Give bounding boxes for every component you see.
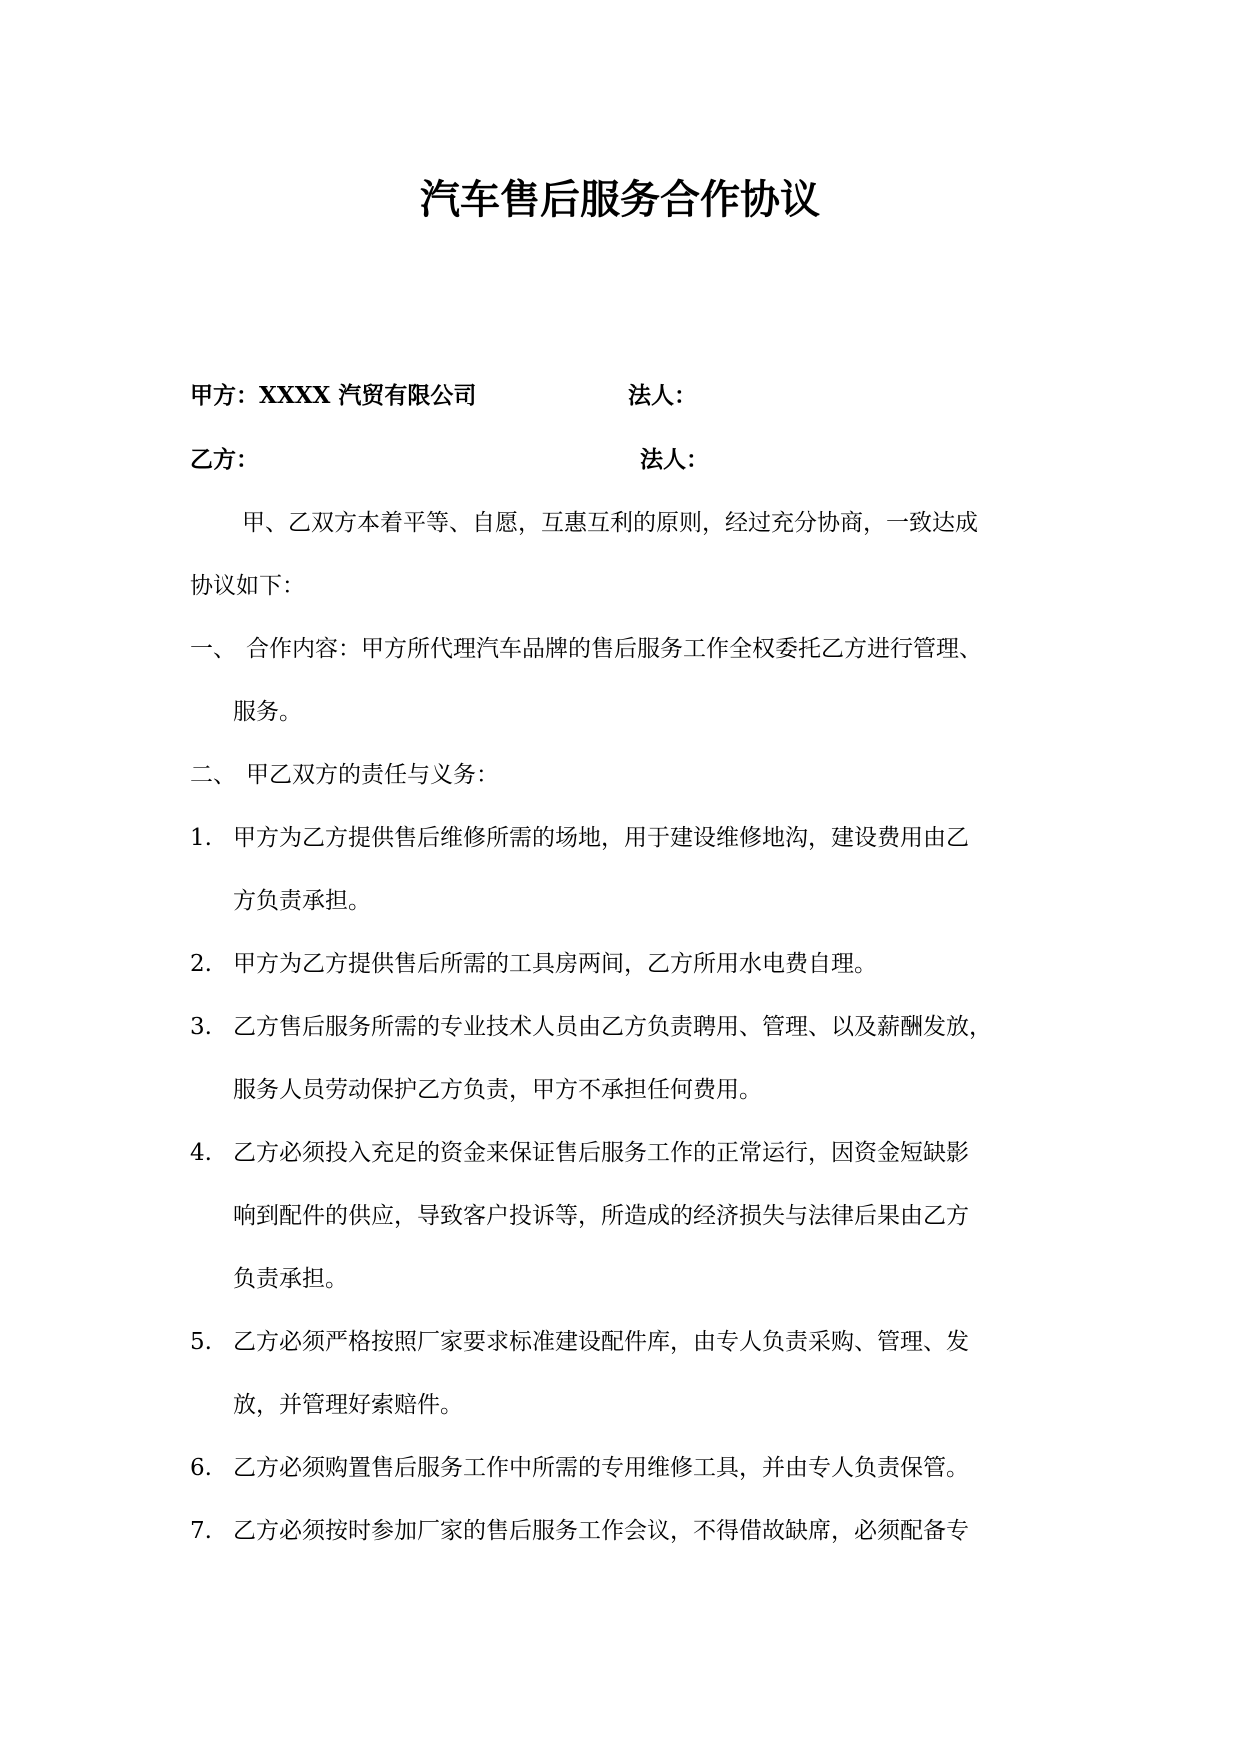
section-1-line-2: 服务。 (233, 699, 302, 725)
party-a-label: 甲方：XXXX 汽贸有限公司 (190, 382, 477, 409)
item-4-line-1: 乙方必须投入充足的资金来保证售后服务工作的正常运行，因资金短缺影 (233, 1140, 969, 1166)
item-2-line-1: 甲方为乙方提供售后所需的工具房两间，乙方所用水电费自理。 (233, 951, 877, 977)
item-3-number: 3. (190, 1014, 212, 1040)
intro-line-2: 协议如下： (190, 573, 305, 599)
item-5-number: 5. (190, 1329, 212, 1355)
item-4-number: 4. (190, 1140, 212, 1166)
section-1-number: 一、 (190, 636, 236, 662)
document-title: 汽车售后服务合作协议 (420, 176, 820, 223)
section-1-line-1: 合作内容：甲方所代理汽车品牌的售后服务工作全权委托乙方进行管理、 (246, 636, 982, 662)
item-7-number: 7. (190, 1518, 212, 1544)
section-2-number: 二、 (190, 762, 236, 788)
item-7-line-1: 乙方必须按时参加厂家的售后服务工作会议，不得借故缺席，必须配备专 (233, 1518, 969, 1544)
party-a-legal-person-label: 法人： (628, 382, 697, 409)
item-6-line-1: 乙方必须购置售后服务工作中所需的专用维修工具，并由专人负责保管。 (233, 1455, 969, 1481)
item-2-number: 2. (190, 951, 212, 977)
item-1-line-1: 甲方为乙方提供售后维修所需的场地，用于建设维修地沟，建设费用由乙 (233, 825, 969, 851)
party-b-label: 乙方： (190, 446, 259, 473)
intro-line-1: 甲、乙双方本着平等、自愿，互惠互利的原则，经过充分协商，一致达成 (242, 510, 978, 536)
item-5-line-2: 放，并管理好索赔件。 (233, 1392, 463, 1418)
item-3-line-2: 服务人员劳动保护乙方负责，甲方不承担任何费用。 (233, 1077, 762, 1103)
item-5-line-1: 乙方必须严格按照厂家要求标准建设配件库，由专人负责采购、管理、发 (233, 1329, 969, 1355)
item-4-line-2: 响到配件的供应，导致客户投诉等，所造成的经济损失与法律后果由乙方 (233, 1203, 969, 1229)
item-1-line-2: 方负责承担。 (233, 888, 371, 914)
party-b-legal-person-label: 法人： (640, 446, 709, 473)
section-2-line-1: 甲乙双方的责任与义务： (246, 762, 499, 788)
item-4-line-3: 负责承担。 (233, 1266, 348, 1292)
item-3-line-1: 乙方售后服务所需的专业技术人员由乙方负责聘用、管理、以及薪酬发放， (233, 1014, 992, 1040)
item-6-number: 6. (190, 1455, 212, 1481)
item-1-number: 1. (190, 825, 212, 851)
